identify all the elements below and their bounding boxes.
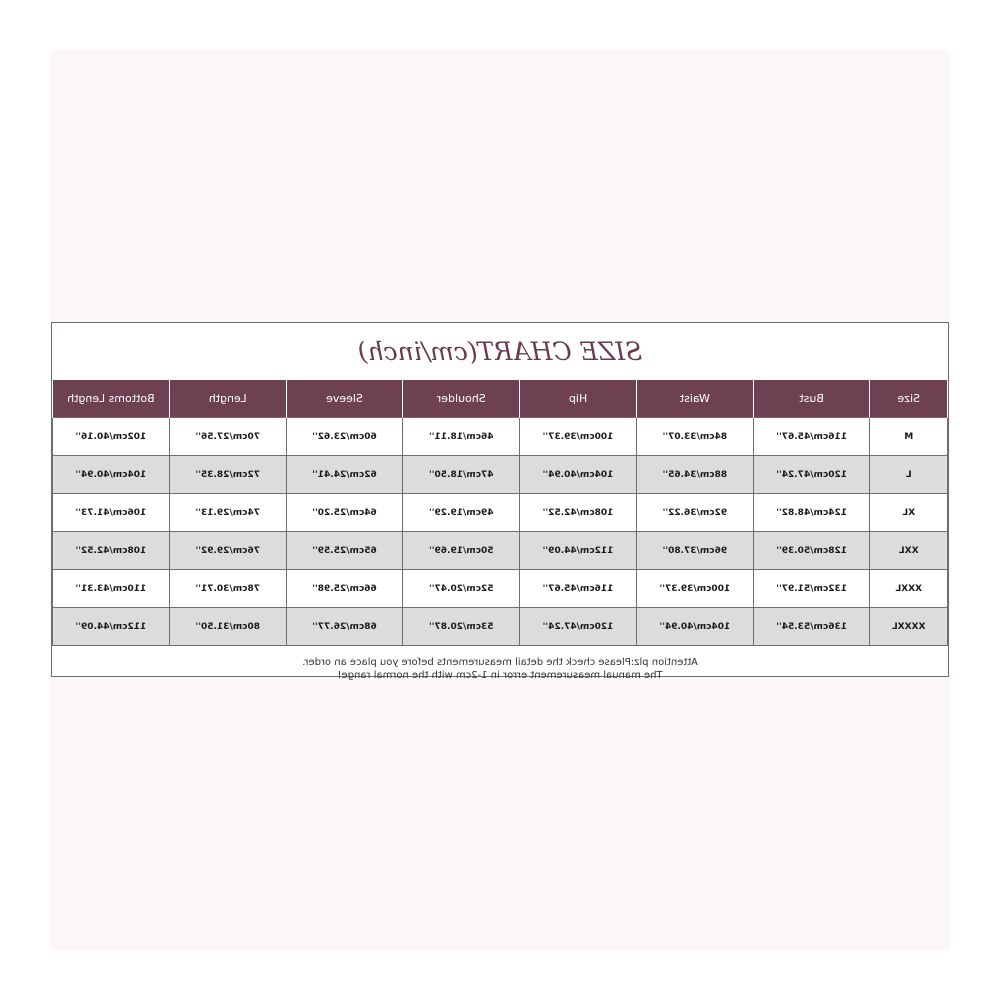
cell-shoulder: 50cm/19.69'' (403, 532, 520, 570)
cell-bust: 132cm/51.97'' (753, 570, 870, 608)
cell-length: 80cm/31.50'' (169, 608, 286, 646)
cell-hip: 100cm/39.37'' (520, 418, 637, 456)
cell-bottoms-length: 110cm/43.31'' (53, 570, 170, 608)
header-waist: Waist (636, 380, 753, 418)
table-row (53, 456, 948, 494)
cell-waist: 104cm/40.94'' (636, 608, 753, 646)
table-row (53, 532, 948, 570)
cell-shoulder: 47cm/18.50'' (403, 456, 520, 494)
chart-title: SIZE CHART(cm/inch) (357, 337, 643, 366)
cell-shoulder: 52cm/20.47'' (403, 570, 520, 608)
cell-waist: 92cm/36.22'' (636, 494, 753, 532)
header-bust: Bust (753, 380, 870, 418)
cell-bust: 120cm/47.24'' (753, 456, 870, 494)
attention-note (52, 646, 948, 682)
cell-size: XXXL (870, 570, 948, 608)
cell-waist: 100cm/39.37'' (636, 570, 753, 608)
cell-hip: 116cm/45.67'' (520, 570, 637, 608)
cell-sleeve: 66cm/25.98'' (286, 570, 403, 608)
header-sleeve: Sleeve (286, 380, 403, 418)
cell-sleeve: 68cm/26.77'' (286, 608, 403, 646)
cell-size: XL (870, 494, 948, 532)
table-row (53, 608, 948, 646)
cell-size: XXXXL (870, 608, 948, 646)
size-chart (51, 322, 949, 681)
cell-size: XXL (870, 532, 948, 570)
table-row (53, 418, 948, 456)
header-length: Length (169, 380, 286, 418)
cell-bottoms-length: 108cm/42.52'' (53, 532, 170, 570)
cell-waist: 84cm/33.07'' (636, 418, 753, 456)
cell-bust: 136cm/53.54'' (753, 608, 870, 646)
header-hip: Hip (520, 380, 637, 418)
cell-length: 74cm/29.13'' (169, 494, 286, 532)
note-line-2: The manual measurement error in 1-2cm with the normal range! (337, 670, 663, 681)
cell-bottoms-length: 106cm/41.73'' (53, 494, 170, 532)
table-row (53, 494, 948, 532)
header-row (53, 380, 948, 418)
cell-bottoms-length: 104cm/40.94'' (53, 456, 170, 494)
header-bottoms-length: Bottoms Length (53, 380, 170, 418)
cell-shoulder: 49cm/19.29'' (403, 494, 520, 532)
cell-bust: 124cm/48.82'' (753, 494, 870, 532)
note-line-1: Attention plz:Please check the detail measurements before you place an order. (302, 657, 698, 668)
cell-sleeve: 60cm/23.62'' (286, 418, 403, 456)
cell-shoulder: 46cm/18.11'' (403, 418, 520, 456)
mirrored-chart-content (52, 323, 948, 681)
cell-bottoms-length: 102cm/40.16'' (53, 418, 170, 456)
cell-size: M (870, 418, 948, 456)
cell-length: 76cm/29.92'' (169, 532, 286, 570)
cell-sleeve: 62cm/24.41'' (286, 456, 403, 494)
header-shoulder: Shoulder (403, 380, 520, 418)
cell-sleeve: 65cm/25.59'' (286, 532, 403, 570)
size-table (52, 380, 948, 646)
cell-hip: 120cm/47.24'' (520, 608, 637, 646)
cell-sleeve: 64cm/25.20'' (286, 494, 403, 532)
cell-bust: 128cm/50.39'' (753, 532, 870, 570)
cell-size: L (870, 456, 948, 494)
cell-length: 70cm/27.56'' (169, 418, 286, 456)
cell-waist: 88cm/34.65'' (636, 456, 753, 494)
cell-length: 72cm/28.35'' (169, 456, 286, 494)
header-size: Size (870, 380, 948, 418)
cell-bust: 116cm/45.67'' (753, 418, 870, 456)
cell-length: 78cm/30.71'' (169, 570, 286, 608)
cell-waist: 96cm/37.80'' (636, 532, 753, 570)
cell-hip: 104cm/40.94'' (520, 456, 637, 494)
cell-hip: 112cm/44.09'' (520, 532, 637, 570)
cell-shoulder: 53cm/20.87'' (403, 608, 520, 646)
cell-hip: 108cm/42.52'' (520, 494, 637, 532)
cell-bottoms-length: 112cm/44.09'' (53, 608, 170, 646)
table-row (53, 570, 948, 608)
